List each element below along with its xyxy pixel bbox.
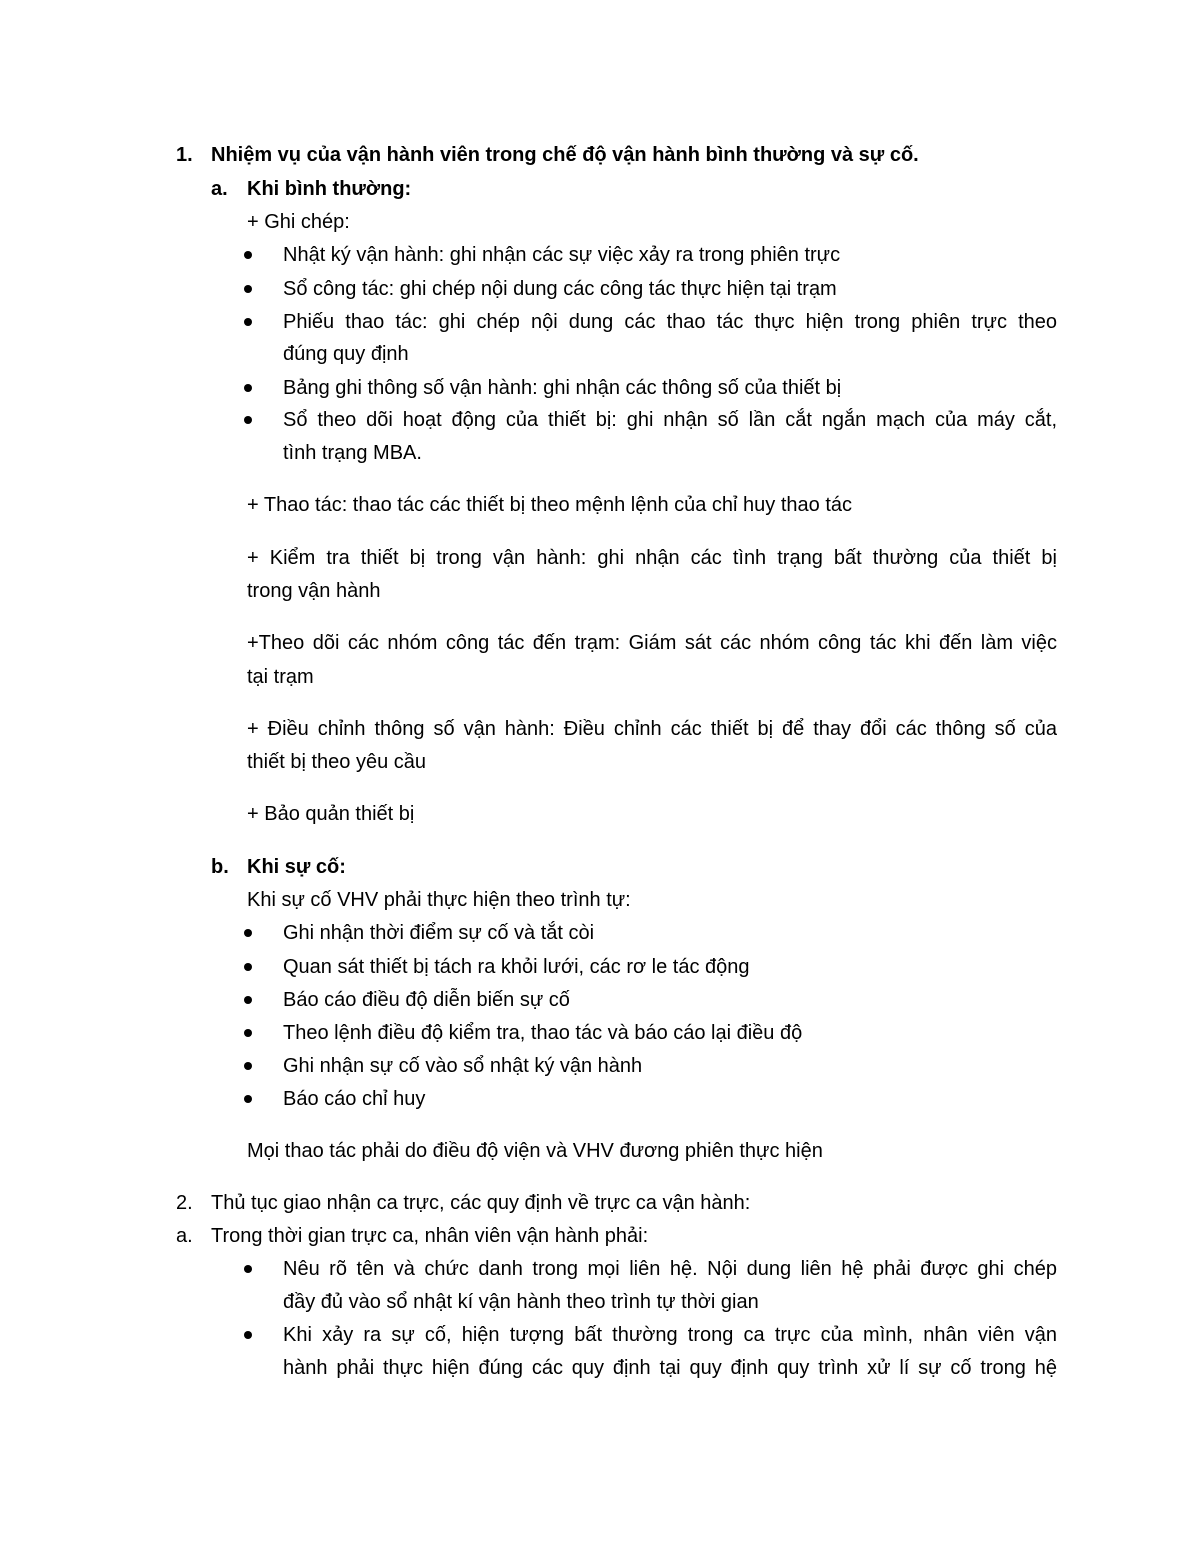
bullet-icon — [244, 996, 252, 1004]
list-item: Sổ công tác: ghi chép nội dung các công tác thực hiện tại trạm — [283, 278, 837, 300]
list-item-continuation: hành phải thực hiện đúng các quy định tại quy định quy trình xử lí sự cố trong hệ — [283, 1357, 1057, 1379]
list-item: Khi xảy ra sự cố, hiện tượng bất thường trong ca trực của mình, nhân viên vận — [283, 1324, 1057, 1346]
paragraph-theo-doi: +Theo dõi các nhóm công tác đến trạm: Giám sát các nhóm công tác khi đến làm việc — [247, 632, 1057, 654]
subsection-1b-intro: Khi sự cố VHV phải thực hiện theo trình tự: — [247, 889, 631, 911]
bullet-icon — [244, 285, 252, 293]
ghi-chep-label: + Ghi chép: — [247, 211, 350, 233]
paragraph-kiem-tra-continuation: trong vận hành — [247, 580, 381, 602]
bullet-icon — [244, 1095, 252, 1103]
bullet-icon — [244, 1331, 252, 1339]
list-item: Theo lệnh điều độ kiểm tra, thao tác và báo cáo lại điều độ — [283, 1022, 803, 1044]
list-item: Nhật ký vận hành: ghi nhận các sự việc xảy ra trong phiên trực — [283, 244, 841, 266]
paragraph-thao-tac: + Thao tác: thao tác các thiết bị theo mệnh lệnh của chỉ huy thao tác — [247, 494, 853, 516]
section-2-title: Thủ tục giao nhận ca trực, các quy định về trực ca vận hành: — [211, 1192, 751, 1214]
list-item-continuation: đầy đủ vào sổ nhật kí vận hành theo trình tự thời gian — [283, 1291, 759, 1313]
paragraph-dieu-chinh-continuation: thiết bị theo yêu cầu — [247, 751, 427, 773]
paragraph-theo-doi-continuation: tại trạm — [247, 666, 314, 688]
list-item: Phiếu thao tác: ghi chép nội dung các thao tác thực hiện trong phiên trực theo — [283, 311, 1057, 333]
subsection-2a-title: Trong thời gian trực ca, nhân viên vận hành phải: — [211, 1225, 649, 1247]
subsection-1a-marker: a. — [211, 178, 228, 200]
section-1-title: Nhiệm vụ của vận hành viên trong chế độ vận hành bình thường và sự cố. — [211, 144, 919, 166]
section-2-number: 2. — [176, 1192, 193, 1214]
section-1-number: 1. — [176, 144, 193, 166]
list-item-continuation: đúng quy định — [283, 343, 409, 365]
subsection-1b-marker: b. — [211, 856, 229, 878]
list-item: Báo cáo điều độ diễn biến sự cố — [283, 989, 570, 1011]
list-item: Quan sát thiết bị tách ra khỏi lưới, các rơ le tác động — [283, 956, 750, 978]
paragraph-dieu-chinh: + Điều chỉnh thông số vận hành: Điều chỉnh các thiết bị để thay đổi các thông số của — [247, 718, 1057, 740]
subsection-1a-title: Khi bình thường: — [247, 178, 412, 200]
list-item: Ghi nhận thời điểm sự cố và tắt còi — [283, 922, 595, 944]
bullet-icon — [244, 318, 252, 326]
list-item: Bảng ghi thông số vận hành: ghi nhận các thông số của thiết bị — [283, 377, 842, 399]
list-item: Báo cáo chỉ huy — [283, 1088, 426, 1110]
list-item: Nêu rõ tên và chức danh trong mọi liên hệ. Nội dung liên hệ phải được ghi chép — [283, 1258, 1057, 1280]
bullet-icon — [244, 963, 252, 971]
bullet-icon — [244, 251, 252, 259]
paragraph-bao-quan: + Bảo quản thiết bị — [247, 803, 415, 825]
bullet-icon — [244, 929, 252, 937]
bullet-icon — [244, 1265, 252, 1273]
subsection-1b-closing: Mọi thao tác phải do điều độ viện và VHV đương phiên thực hiện — [247, 1140, 823, 1162]
paragraph-kiem-tra: + Kiểm tra thiết bị trong vận hành: ghi nhận các tình trạng bất thường của thiết bị — [247, 547, 1057, 569]
subsection-2a-marker: a. — [176, 1225, 193, 1247]
list-item: Sổ theo dõi hoạt động của thiết bị: ghi nhận số lần cắt ngắn mạch của máy cắt, — [283, 409, 1057, 431]
subsection-1b-title: Khi sự cố: — [247, 856, 346, 878]
bullet-icon — [244, 416, 252, 424]
bullet-icon — [244, 1029, 252, 1037]
list-item: Ghi nhận sự cố vào sổ nhật ký vận hành — [283, 1055, 643, 1077]
list-item-continuation: tình trạng MBA. — [283, 442, 422, 464]
bullet-icon — [244, 1062, 252, 1070]
bullet-icon — [244, 384, 252, 392]
